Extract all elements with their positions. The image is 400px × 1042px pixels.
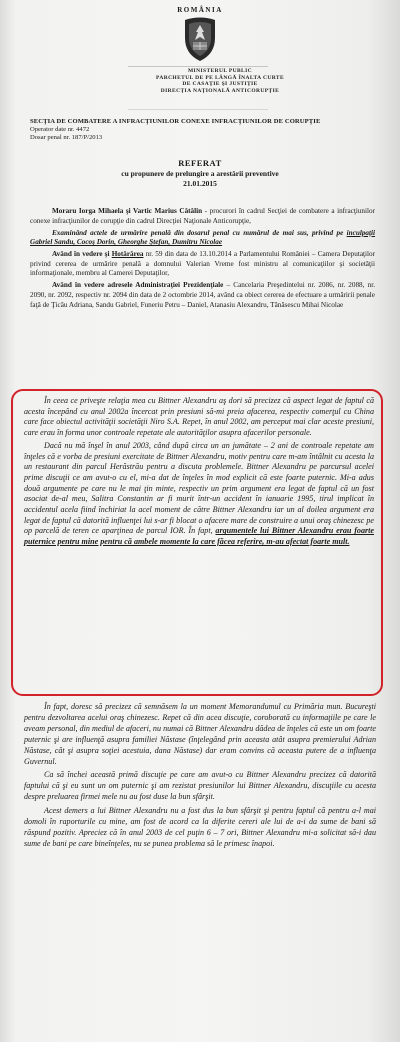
ministry-block (140, 68, 300, 94)
paragraph (30, 281, 375, 310)
hotararea-word: Hotărârea (111, 250, 144, 259)
ministry-line: MINISTERUL PUBLIC (187, 68, 253, 74)
paragraph-text: Având în vedere şi (52, 250, 112, 259)
country-name: ROMÂNIA (177, 6, 223, 14)
ministry-line: DIRECŢIA NAŢIONALĂ ANTICORUPŢIE (160, 87, 280, 94)
section-name: SECŢIA DE COMBATERE A INFRACŢIUNILOR CONEXE INFRACŢIUNILOR DE CORUPŢIE (30, 118, 321, 125)
highlighted-quote (24, 396, 374, 550)
defendants: inculpaţii Gabriel Sandu, Cocoş Dorin, Gheorghe Ştefan, Dumitru Nicolae (30, 228, 375, 247)
intro-paragraphs (30, 207, 375, 313)
emphasized-text: argumentele lui Bittner Alexandru erau foarte puternice pentru mine pentru că ambele momente la care făcea referire, m-au afectat foarte mult. (24, 526, 374, 547)
title-date: 21.01.2015 (183, 179, 217, 188)
paragraph-text: Examinând actele de urmărire penală din dosarul penal cu numărul de mai sus, privind pe (52, 228, 347, 237)
paragraph: Acest demers a lui Bittner Alexandru nu a fost dus la bun sfârşit şi pentru faptul că pentru a-l mai domoli în raporturile cu mine, am fost de acord ca la diferite cereri ale lui de a-i da sume de bani să răspund pozitiv. Apreciez că în anul 2003 de cel puţin 6 – 7 ori, Bittner Alexandru mi-a solicitat să-i dau sume de bani pe care bineînţeles, nu se punea problema să le primesc înapoi. (24, 806, 376, 848)
paragraph (30, 229, 375, 248)
title-subtitle: cu propunere de prelungire a arestării preventive (121, 169, 279, 178)
paragraph: În fapt, doresc să precizez că semnăsem la un moment Memorandumul cu Primăria mun. Bucureşti pentru dezvoltarea acelui oraş chinezesc. Repet că din acea discuţie, coroborată cu informaţiile pe care le aveam personal, din mediul de afaceri, nu numai că Bittner Alexandru dădea de înţeles că este un om foarte puternic şi are influenţă asupra familiei Năstase (înţelegând prin aceasta atât asupra premierului Adrian Năstase, cât şi asupra soţiei acestuia, dana Năstase) dar eram convins că aceasta putere de a influenţa Guvernul. (24, 702, 376, 766)
paragraph-text: Dacă nu mă înşel în anul 2003, când după circa un an jumătate – 2 ani de controale repetate am înţeles că e vorba de presiuni exercitate de Bittner Alexandru, motiv pentru care m-am întâlnit cu acesta la un restaurant din parcul Herăstrău pentru a discuta problemele. Bittner Alexandru pe parcursul acelei prime discuţii ce am avut-o cu el, mi-a dat de înţeles în mod explicit că este foarte puternic. Mi-a adus două argumente pe care nu le mai ţin minte, respectiv un prim argument era legat de faptul că un fost asociat de-al meu, Salitra Constantin ar fi murit într-un accident în ianuarie 1995, tirul implicat în accidentul acela fiind închiriat la acel moment de către Bittner Alexandru iar un al doilea argument era legat de faptul că datorită influenţei lui s-ar fi blocat o afacere mare de construire a unui oraş chinezesc pe op parcelă de teren ce aparţinea de parcul IOR. În fapt, (24, 440, 374, 536)
paragraph: Ca să închei această primă discuţie pe care am avut-o cu Bittner Alexandru precizez că datorită faptului că şi eu sunt un om puternic şi am rezistat presiunilor lui Bittner Alexandru, discuţiile cu acesta despre preluarea firmei mele nu au fost duse la bun sfârşit. (24, 770, 376, 802)
paragraph: În ceea ce priveşte relaţia mea cu Bittner Alexandru aş dori să precizez că aspect legat de faptul că acesta începând cu anul 2002a încercat prin presiuni să-mi preia afacerea, respectiv comerţul cu China care face obiectul activităţii societăţii Niro S.A. Repet, în anul 2002, am perceput mai clar aceste presiuni, care erau în forma unor controale repetate ale autorităţilor asupra afacerilor personale. (24, 396, 374, 438)
ministry-line: PARCHETUL DE PE LÂNGĂ ÎNALTA CURTE (155, 74, 285, 81)
coat-of-arms-icon (181, 16, 219, 62)
paragraph-text: nr. 59 din data de 13.10.2014 a Parlamentului României – Camera Deputaţilor privind cererea de urmărire penală a domnului Valerian Vreme fost ministru al comunicaţiilor şi societăţii informaţionale, membru al Camerei Deputaţilor, (30, 250, 375, 278)
ministry-line: DE CASAŢIE ŞI JUSTIŢIE (182, 81, 258, 87)
title-referat: REFERAT (178, 158, 222, 168)
paragraph-text: – Cancelaria Preşedintelui nr. 2086, nr. 2088, nr. 2090, nr. 2092, respectiv nr. 2094 din data de 2 octombrie 2014, având ca obiect cererea de efectuare a urmăririi penale faţă de Ţicău Adriana, Sandu Gabriel, Funeriu Petru – Daniel, Atanasiu Alexandru, Tănăsescu Mihai Nicolae (30, 281, 375, 309)
document-title (0, 158, 400, 188)
letterhead (0, 0, 400, 112)
paragraph (24, 441, 374, 548)
prosecutor-names: Moraru Iorga Mihaela şi Vartic Marius Cătălin (52, 207, 203, 215)
case-number: Dosar penal nr. 187/P/2013 (30, 134, 103, 141)
paragraph (30, 207, 375, 226)
paragraph (30, 250, 375, 279)
operator-number: Operator date nr. 4472 (30, 126, 90, 133)
lower-paragraphs (24, 702, 376, 853)
paragraph-text: Având în vedere adresele Administraţiei Prezidenţiale (52, 281, 224, 290)
case-meta (30, 118, 370, 142)
paragraph-text: - procurori în cadrul Secţiei de combatere a infracţiunilor conexe infracţiunilor de corupţie din cadrul Direcţiei Naţionale Anticorupţie, (30, 207, 375, 225)
